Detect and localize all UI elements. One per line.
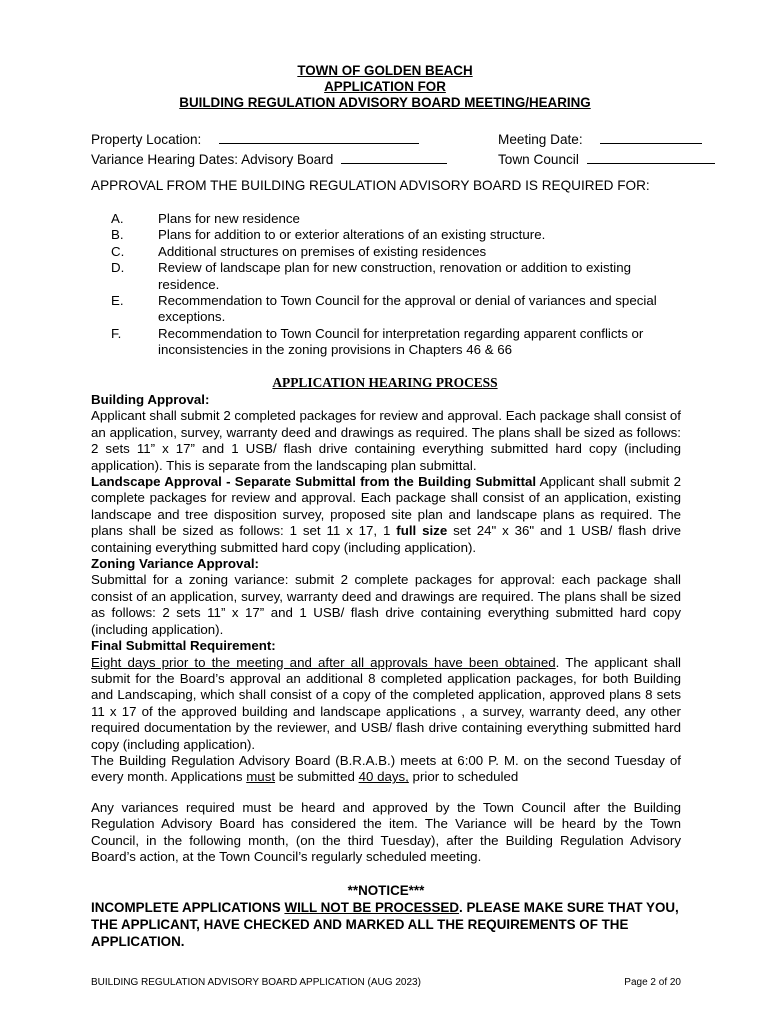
hearing-process-body	[91, 392, 681, 865]
field-row-1	[91, 129, 721, 149]
header-town: TOWN OF GOLDEN BEACH	[297, 63, 473, 78]
town-council-date-field[interactable]	[587, 149, 715, 164]
form-fields	[91, 129, 721, 169]
notice-text: INCOMPLETE APPLICATIONS WILL NOT BE PROCESSED. PLEASE MAKE SURE THAT YOU, THE APPLICANT, HAVE CHECKED AND MARKED ALL THE REQUIREMENTS OF THE APPLICATION.	[91, 900, 679, 949]
hearing-process-title: APPLICATION HEARING PROCESS	[272, 375, 498, 390]
list-item: C. Additional structures on premises of existing residences	[111, 243, 487, 259]
list-item: E. Recommendation to Town Council for the approval or denial of variances and special exceptions.	[111, 293, 657, 325]
list-item: F. Recommendation to Town Council for interpretation regarding apparent conflicts or inconsistencies in the zoning provisions in Chapters 46 & 66	[111, 325, 644, 358]
page-number: Page 2 of 20	[624, 977, 681, 988]
building-approval-text: Applicant shall submit 2 completed packages for review and approval. Each package shall consist of an application, survey, warranty deed and drawings as required. The plans shall be sized as follows: 2 sets 11” x 17” and 1 USB/ flash drive containing everything submitted hard copy (including application). This is separate from the landscaping plan submittal.	[91, 408, 681, 473]
notice-block	[91, 882, 691, 950]
list-item: B. Plans for addition to or exterior alterations of an existing structure.	[111, 227, 546, 243]
landscape-approval-paragraph: Landscape Approval - Separate Submittal from the Building Submittal Applicant shall submit 2 complete packages for review and approval. Each package shall consist of an application, existing landscape and tree disposition survey, proposed site plan and landscape plans as required. The plans shall be sized as follows: 1 set 11 x 17, 1 full size set 24" x 36" and 1 USB/ flash drive containing everything submitted hard copy (including application).	[91, 474, 681, 555]
zoning-variance-heading: Zoning Variance Approval:	[91, 556, 259, 572]
approval-requirements-title: APPROVAL FROM THE BUILDING REGULATION ADVISORY BOARD IS REQUIRED FOR:	[91, 178, 650, 193]
variances-paragraph: Any variances required must be heard and approved by the Town Council after the Building Regulation Advisory Board has considered the item. The Variance will be heard by the Town Council, in the following month, (on the third Tuesday), after the Building Regulation Advisory Board’s action, at the Town Council’s regularly scheduled meeting.	[91, 799, 681, 864]
advisory-board-date-field[interactable]	[341, 149, 447, 164]
town-council-label: Town Council	[498, 152, 579, 167]
final-submittal-heading: Final Submittal Requirement:	[91, 638, 276, 654]
property-location-field[interactable]	[219, 129, 419, 144]
building-approval-heading: Building Approval:	[91, 392, 210, 407]
final-submittal-text: Eight days prior to the meeting and after all approvals have been obtained. The applicant shall submit for the Board’s approval an additional 8 completed application packages, for both Building and Landscaping, which shall consist of a copy of the completed application, approved plans 8 sets 11 x 17 of the approved building and landscape applications , a survey, warranty deed, any other required documentation by the reviewer, and USB/ flash drive containing everything submitted hard copy (including application).	[91, 654, 681, 752]
footer-form-title: BUILDING REGULATION ADVISORY BOARD APPLICATION (AUG 2023)	[91, 977, 421, 988]
variance-hearing-label: Variance Hearing Dates: Advisory Board	[91, 152, 334, 167]
list-item: A. Plans for new residence	[111, 211, 300, 226]
header-application-for: APPLICATION FOR	[324, 79, 446, 94]
document-header	[0, 63, 770, 111]
landscape-approval-heading: Landscape Approval - Separate Submittal from the Building Submittal	[91, 474, 537, 490]
meeting-date-field[interactable]	[600, 129, 702, 144]
notice-title: **NOTICE***	[347, 883, 425, 898]
header-board-title: BUILDING REGULATION ADVISORY BOARD MEETING/HEARING	[179, 95, 591, 110]
approval-list	[91, 211, 691, 359]
zoning-variance-text: Submittal for a zoning variance: submit 2 complete packages for approval: each package shall consist of an application, survey, warranty deed and drawings are required. The plans shall be sized as follows: 2 sets 11” x 17” and 1 USB/ flash drive containing everything submitted hard copy (including application).	[91, 572, 681, 637]
field-row-2	[91, 149, 721, 169]
meeting-date-label: Meeting Date:	[498, 132, 583, 147]
list-item: D. Review of landscape plan for new construction, renovation or addition to existing residence.	[111, 260, 632, 292]
meeting-schedule-text: The Building Regulation Advisory Board (B.R.A.B.) meets at 6:00 P. M. on the second Tuesday of every month. Applications must be submitted 40 days, prior to scheduled	[91, 752, 681, 785]
property-location-label: Property Location:	[91, 132, 202, 147]
